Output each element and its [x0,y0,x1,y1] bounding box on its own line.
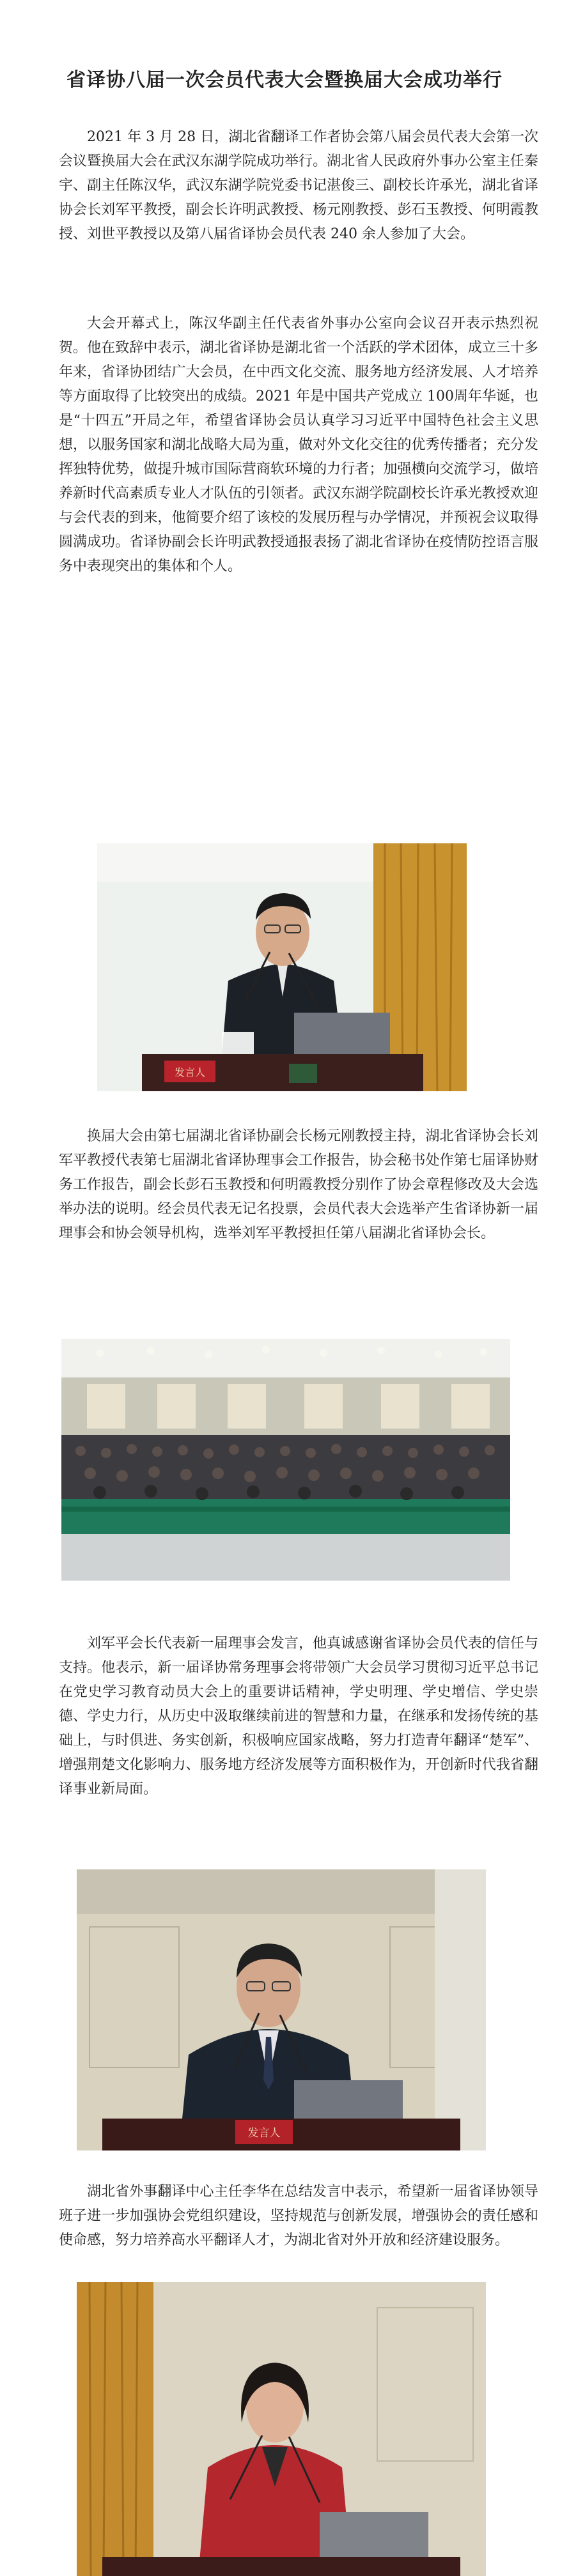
photo-1-sign-text: 发言人 [174,1066,206,1078]
paragraph-1: 2021 年 3 月 28 日，湖北省翻译工作者协会第八届会员代表大会第一次会议暨换届大会在武汉东湖学院成功举行。湖北省人民政府外事办公室主任秦宇、副主任陈汉华，武汉东湖学院党委书记湛俊三、副校长许承光，湖北省译协会长刘军平教授，副会长许明武教授、杨元刚教授、彭石玉教授、何明霞教授、刘世平教授以及第八届省译协会员代表 240 余人参加了大会。 [59,129,538,242]
photo-speaker-3 [77,2282,486,2576]
paragraph-5: 湖北省外事翻译中心主任李华在总结发言中表示，希望新一届省译协领导班子进一步加强协会党组织建设，坚持规范与创新发展，增强协会的责任感和使命感，努力培养高水平翻译人才，为湖北省对外开放和经济建设服务。 [59,2184,538,2248]
paragraph-4: 刘军平会长代表新一届理事会发言，他真诚感谢省译协会员代表的信任与支持。他表示，新一届译协常务理事会将带领广大会员学习贯彻习近平总书记在党史学习教育动员大会上的重要讲话精神，学史明理、学史增信、学史崇德、学史力行，从历史中汲取继续前进的智慧和力量，在继承和发扬传统的基础上，与时俱进、务实创新，积极响应国家战略，努力打造青年翻译“楚军”、增强荆楚文化影响力、服务地方经济发展等方面积极作为，开创新时代我省翻译事业新局面。 [59,1636,538,1797]
photo-speaker-1 [97,843,467,1091]
photo-conference-hall [61,1339,510,1581]
article-title: 省译协八届一次会员代表大会暨换届大会成功举行 [66,69,503,91]
paragraph-2: 大会开幕式上，陈汉华副主任代表省外事办公室向会议召开表示热烈祝贺。他在致辞中表示，湖北省译协是湖北省一个活跃的学术团体，成立三十多年来，省译协团结广大会员，在中西文化交流、服务地方经济发展、人才培养等方面取得了比较突出的成绩。2021 年是中国共产党成立 100周年华诞，也是“十四五”开局之年，希望省译协会员认真学习习近平中国特色社会主义思想，以服务国家和湖北战略大局为重，做对外文化交往的优秀传播者；充分发挥独特优势，做提升城市国际营商软环境的力行者；加强横向交流学习，做培养新时代高素质专业人才队伍的引领者。武汉东湖学院副校长许承光教授欢迎与会代表的到来，他简要介绍了该校的发展历程与办学情况，并预祝会议取得圆满成功。省译协副会长许明武教授通报表扬了湖北省译协在疫情防控语言服务中表现突出的集体和个人。 [59,316,538,574]
photo-2-sign-text: 发言人 [247,2127,281,2140]
paragraph-3: 换届大会由第七届湖北省译协副会长杨元刚教授主持，湖北省译协会长刘军平教授代表第七届湖北省译协理事会工作报告，协会秘书处作第七届译协财务工作报告，副会长彭石玉教授和何明霞教授分别作了协会章程修改及大会选举办法的说明。经会员代表无记名投票，会员代表大会选举产生省译协新一届理事会和协会领导机构，选举刘军平教授担任第八届湖北省译协会长。 [59,1128,538,1241]
photo-speaker-2 [77,1869,486,2150]
